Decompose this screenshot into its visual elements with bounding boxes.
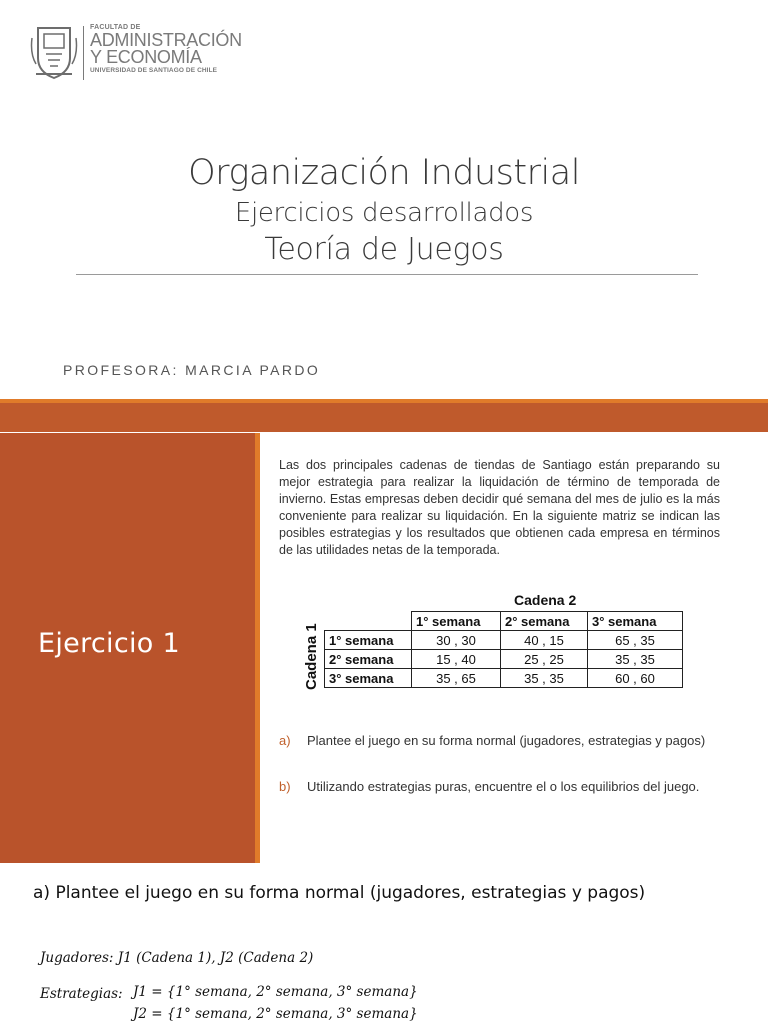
question-text: Plantee el juego en su forma normal (jugadores, estrategias y pagos) xyxy=(307,733,706,748)
payoff-matrix xyxy=(324,611,683,688)
university-crest-icon xyxy=(30,24,78,82)
row-header: 2° semana xyxy=(325,650,412,669)
logo-administracion: ADMINISTRACIÓN xyxy=(90,30,242,50)
matrix-row xyxy=(325,650,683,669)
matrix-header-row xyxy=(325,612,683,631)
row-header: 1° semana xyxy=(325,631,412,650)
players-line xyxy=(40,950,313,966)
column-player-label: Cadena 2 xyxy=(514,592,577,608)
question-label: a) xyxy=(279,733,291,748)
question-text: Utilizando estrategias puras, encuentre el o los equilibrios del juego. xyxy=(307,779,700,794)
payoff-cell: 60 , 60 xyxy=(588,669,683,688)
faculty-logo xyxy=(30,24,255,84)
logo-text xyxy=(90,24,242,75)
logo-university: UNIVERSIDAD DE SANTIAGO DE CHILE xyxy=(90,67,218,74)
payoff-cell: 40 , 15 xyxy=(501,631,588,650)
col-header: 3° semana xyxy=(588,612,683,631)
payoff-cell: 25 , 25 xyxy=(501,650,588,669)
cover-topic: Teoría de Juegos xyxy=(264,232,504,267)
row-header: 3° semana xyxy=(325,669,412,688)
payoff-cell: 65 , 35 xyxy=(588,631,683,650)
cover-subtitle: Ejercicios desarrollados xyxy=(234,198,534,228)
professor-name: PROFESORA: MARCIA PARDO xyxy=(63,362,321,378)
payoff-cell: 30 , 30 xyxy=(412,631,501,650)
cover-title: Organización Industrial xyxy=(188,153,580,193)
matrix-corner xyxy=(325,612,412,631)
question-item xyxy=(279,732,720,749)
question-item xyxy=(279,778,720,795)
title-divider xyxy=(76,274,698,275)
strategies-label: Estrategias: xyxy=(40,986,123,1002)
footer-band xyxy=(0,403,768,432)
players-label: Jugadores: xyxy=(40,950,114,966)
col-header: 2° semana xyxy=(501,612,588,631)
logo-faculty-of: FACULTAD DE xyxy=(90,24,141,31)
payoff-cell: 15 , 40 xyxy=(412,650,501,669)
matrix-row xyxy=(325,669,683,688)
payoff-cell: 35 , 35 xyxy=(588,650,683,669)
side-panel-accent xyxy=(255,433,260,863)
cover-title-block xyxy=(0,150,768,270)
players-value: J1 (Cadena 1), J2 (Cadena 2) xyxy=(117,950,314,966)
payoff-cell: 35 , 65 xyxy=(412,669,501,688)
j2-strategies: J2 = {1° semana, 2° semana, 3° semana} xyxy=(133,1006,418,1022)
payoff-cell: 35 , 35 xyxy=(501,669,588,688)
logo-divider xyxy=(83,26,84,80)
col-header: 1° semana xyxy=(412,612,501,631)
exercise-title: Ejercicio 1 xyxy=(38,628,180,659)
logo-economia: Y ECONOMÍA xyxy=(90,47,202,67)
question-label: b) xyxy=(279,779,291,794)
row-player-label: Cadena 1 xyxy=(303,623,320,690)
exercise-statement: Las dos principales cadenas de tiendas de Santiago están preparando su mejor estrategia para realizar la liquidación de término de temporada de invierno. Estas empresas deben decidir qué semana del mes de julio es la más conveniente para realizar su liquidación. En la siguiente matriz se indican las posibles estrategias y los resultados que obtienen cada empresa en términos de las utilidades netas de la temporada. xyxy=(279,458,720,557)
matrix-row xyxy=(325,631,683,650)
j1-strategies: J1 = {1° semana, 2° semana, 3° semana} xyxy=(133,984,418,1000)
solution-heading: a) Plantee el juego en su forma normal (jugadores, estrategias y pagos) xyxy=(33,883,646,903)
